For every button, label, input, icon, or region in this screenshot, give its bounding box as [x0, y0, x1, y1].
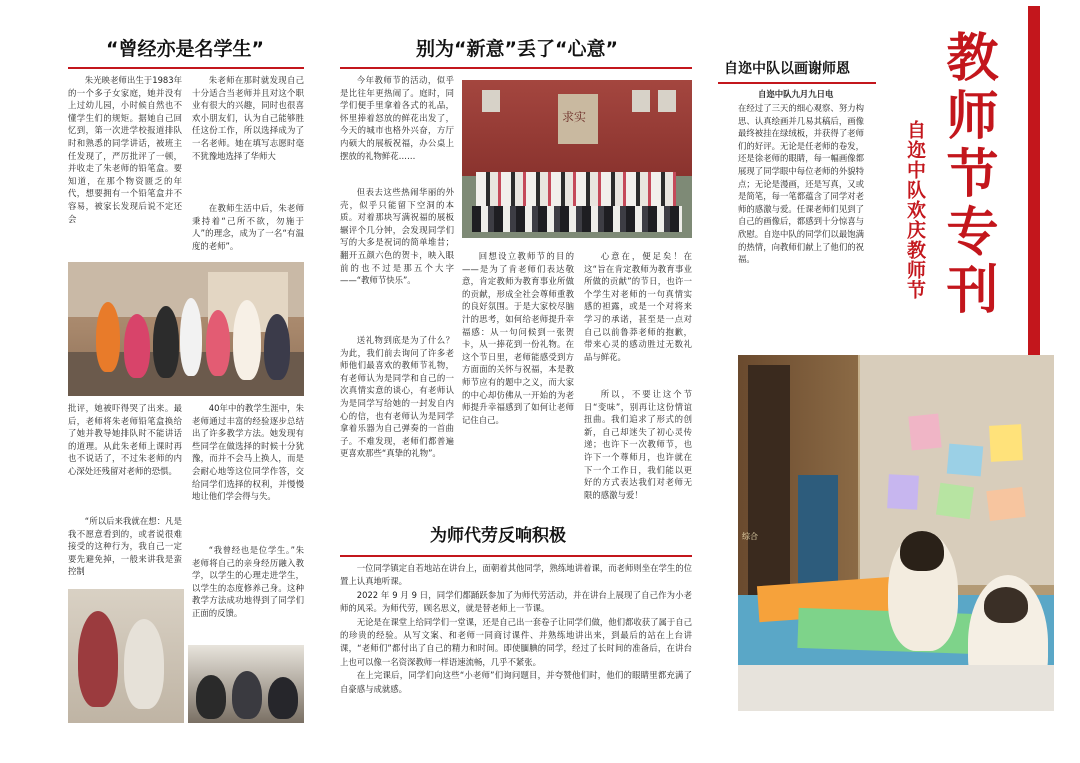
students-group-photo [68, 262, 304, 396]
col2-headline: 别为“新意”丢了“心意” [416, 38, 618, 60]
teachers-photo [68, 589, 184, 723]
school-building-group-photo [462, 80, 692, 238]
building-sign: 求实 [562, 110, 587, 124]
col2-paragraph-6: 所以，不要让这个节日“变味”，别再让这份情谊扭曲。我们追求了形式的创新，自己却迷失了初心灵传递；也许下一次教师节，也许下一个尊师月，也许就在下一个工作日，我们能以更好的方式表达我们对老师无限的感激与爱！ [584, 389, 692, 500]
col2-paragraph-3: 送礼物到底是为了什么？为此，我们前去询问了许多老师他们最喜欢的教师节礼物，有老师认为是同学和自己的一次真情实意的谈心，有老师认为是同学写给她的一封发自内心的信，也有老师认为是同学拿着乐器为自己弹奏的一首曲子。不难发现，老师们都普遍更喜欢那些“真挚的礼物”。 [340, 335, 454, 459]
col3-paragraph-1: 在经过了三天的细心观察、努力构思、认真绘画并几易其稿后，画像最终被挂在绿绒板，并获得了老师们的好评。无论是任老师的卷发，还是徐老师的眼睛，每一幅画像都展现了同学眼中每位老师的外貌特点；无论是漫画，还是写真，又或是简笔，每一笔都蕴含了同学对老师的感激与爱。任课老师们见到了自己的画像后，都感到十分惊喜与欣慰。自迩中队的同学们以最饱满的热情，向教师们献上了他们的祝福。 [738, 103, 864, 265]
bottom-divider [340, 555, 692, 557]
col1-divider [68, 67, 304, 69]
col1-paragraph-1: 朱光映老师出生于1983年的一个多子女家庭，她并没有上过幼儿园，小时候自然也不懂学生们的规矩。据她自己回忆到，第一次进学校报道排队时和熟悉的同学讲话，被班主任发现了，严厉批评了一顿，并收走了朱老师的铅笔盒。要知道，在那个物资匮乏的年代，想要拥有一个铅笔盒并不容易，被家长发现后说不定还会 [68, 75, 182, 224]
col1-paragraph-5: “所以后来我就在想：凡是我不愿意看到的，或者说很难接受的这种行为，我自己一定要先避免掉，一般来讲我是蛮控制 [68, 516, 182, 577]
col2-paragraph-2: 但表去这些热闹华丽的外壳，似乎只能留下空洞的本质。对着那块写满祝福的展板辗评个几分钟，会发现同学们写的大多是祝词的简单堆昔；翻开五颜六色的贺卡，映入眼前的也不过是那五个大字——“教师节快乐”。 [340, 187, 454, 286]
students-drawing-photo [738, 355, 1054, 711]
col1-paragraph-6: 40年中的教学生涯中，朱老师通过丰富的经验逐步总结出了许多教学方法。她发现有些同学在做选择的时候十分犹豫，而并不会马上换人，而是会耐心地等这位同学作答，交给同学们选择的权利，并慢慢地让他们学会得与失。 [192, 403, 304, 502]
col1-paragraph-3: 在教师生活中后，朱老师秉持着“己所不欲，勿施于人”的理念，成为了一名“有温度的老师”。 [192, 203, 304, 251]
bottom-headline: 为师代劳反响积极 [430, 526, 566, 546]
col1-headline: “曾经亦是名学生” [106, 38, 264, 60]
col2-paragraph-1: 今年教师节的活动，似乎是比往年更热闹了。庭时，同学们便手里拿着各式的礼品，怀里捧着怒放的鲜花出发了，今天的城市也格外兴奋，方厅内硕大的展板祝福，办公桌上摆放的礼物鲜花…… [340, 75, 454, 161]
col3-dateline: 自迩中队九月九日电 [758, 89, 834, 99]
col2-paragraph-4: 回想设立教师节的目的——是为了肯老师们表达敬意，肯定教师为教育事业所做的贡献，形成全社会尊师重教的良好氛围。于是大家校尽脑汁的思考，如何给老师提升幸福感：从一句问候到一张贺卡，从一捧花到一份礼物。在这个节日里，老师能感受到方方面面的关怀与祝福，本是教师节应有的题中之义，而大家的中心却仿佛从一开始的为老师提升幸福感到了如何让老师记住自己。 [462, 251, 574, 425]
door-sign: 综合 [742, 532, 758, 541]
col1-paragraph-4: 批评，她被吓得哭了出来。最后，老师将朱老师铅笔盒换给了她并教导她排队时不能讲话的道理。从此朱老师上课时再也不说话了，不过朱老师的内心深处还残留对老师的恐惧。 [68, 403, 182, 476]
col3-divider [718, 82, 876, 84]
classroom-photo [188, 645, 304, 723]
col3-headline: 自迩中队以画谢师恩 [724, 61, 850, 77]
masthead-bar [1028, 6, 1040, 386]
masthead-subtitle: 自迩中队欢庆教师节 [904, 120, 926, 300]
col2-divider [340, 67, 692, 69]
col2-paragraph-5: 心意在，便足矣！在这“旨在肯定教师为教育事业所做的贡献”的节日，也许一个学生对老师的一句真情实感的袒露，或是一个对将来学习的承诺，甚至是一点对自己以前鲁莽老师的抱歉，带来心灵的感动胜过无数礼品与鲜花。 [584, 251, 692, 362]
bottom-body: 一位同学镇定自若地站在讲台上，面朝着其他同学，熟练地讲着课，而老师则坐在学生的位置上认真地听课。 2022 年 9 月 9 日，同学们都踊跃参加了为师代劳活动，并在讲台上展现了自己作为小老师的风采。为师代劳，顾名思义，就是替老师上一节课。 无论是在课堂上给同学们一堂课，还是自己出一套卷子让同学们做，他们都收获了属于自己的珍贵的经验。从写文案、和老师一同商讨课件、并熟练地讲出来，到最后的站在上台讲课，“老师们”都付出了自己的精力和时间。即使腼腆的同学，经过了长时间的准备后，在讲台上也可以像一名资深教师一样语速流畅，几乎不紧张。 在上完课后，同学们向这些“小老师”们询问题目，并夸赞他们时，他们的眼睛里都充满了自豪感与成就感。 [340, 563, 692, 694]
col1-paragraph-7: “我曾经也是位学生。”朱老师将自己的亲身经历融入教学，以学生的心理走进学生，以学生的态度修养己身。这种教学方法成功地得到了同学们正面的反馈。 [192, 545, 304, 618]
masthead-title: 教师节专刊 [937, 30, 997, 320]
col1-paragraph-2: 朱老师在那时就发现自己十分适合当老师并且对这个职业有很大的兴趣，同时也很喜欢小朋友们，认为自己能够胜任这份工作，所以选择成为了一名老师。她在填写志愿时毫不犹豫地选择了华师大 [192, 75, 304, 161]
